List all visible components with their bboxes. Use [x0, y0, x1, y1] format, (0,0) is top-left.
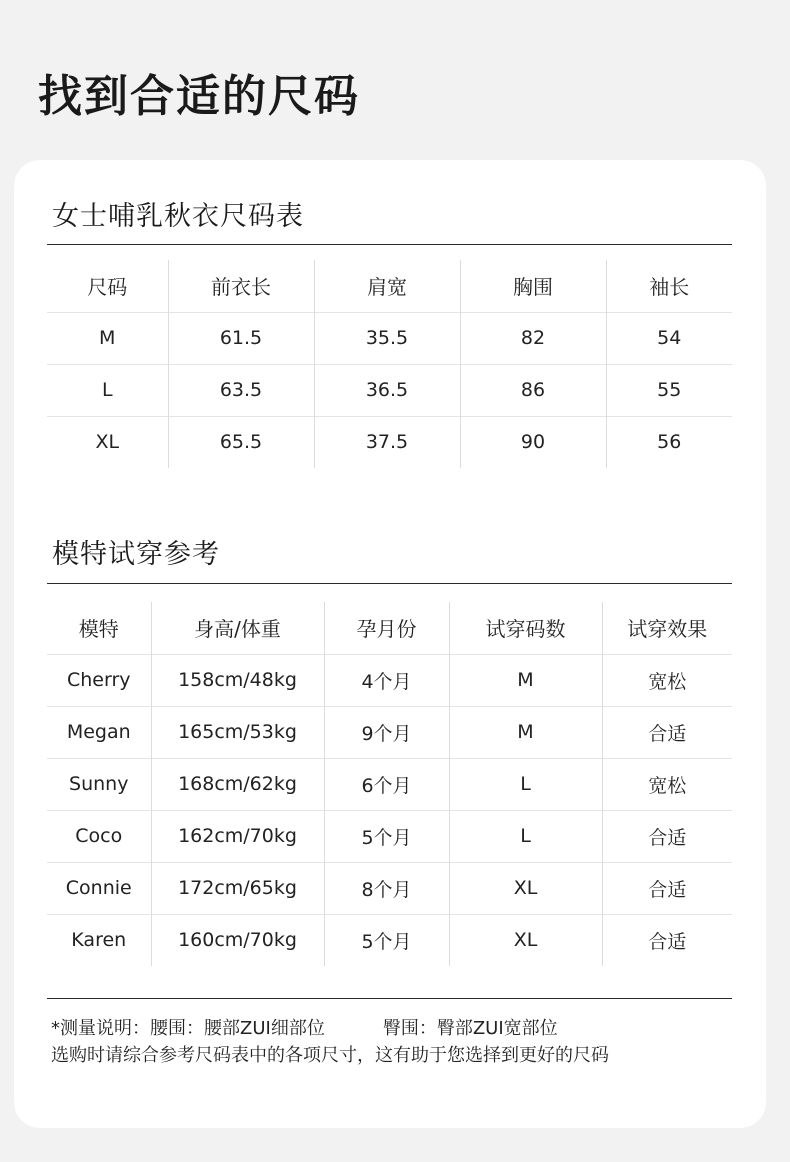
measurement-notes	[51, 1015, 741, 1069]
sleeve-length-cell: 54	[606, 312, 732, 364]
model-name-cell: Coco	[47, 810, 151, 862]
height-weight-cell: 168cm/62kg	[151, 758, 324, 810]
size-table-header: 袖长	[606, 260, 732, 312]
model-table-row	[47, 654, 732, 706]
bust-cell: 86	[460, 364, 606, 416]
height-weight-cell: 160cm/70kg	[151, 914, 324, 966]
pregnancy-month-cell: 8个月	[324, 862, 449, 914]
fit-effect-cell: 宽松	[602, 654, 732, 706]
size-table-row	[47, 312, 732, 364]
pregnancy-month-cell: 6个月	[324, 758, 449, 810]
fit-effect-cell: 合适	[602, 706, 732, 758]
size-table-header: 胸围	[460, 260, 606, 312]
tried-size-cell: M	[449, 654, 602, 706]
model-table-row	[47, 862, 732, 914]
model-table	[47, 602, 732, 966]
pregnancy-month-cell: 5个月	[324, 914, 449, 966]
fit-effect-cell: 合适	[602, 862, 732, 914]
tried-size-cell: L	[449, 810, 602, 862]
model-name-cell: Connie	[47, 862, 151, 914]
model-name-cell: Sunny	[47, 758, 151, 810]
front-length-cell: 63.5	[168, 364, 314, 416]
size-table-header: 肩宽	[314, 260, 460, 312]
height-weight-cell: 158cm/48kg	[151, 654, 324, 706]
model-table-header-row	[47, 602, 732, 654]
fit-effect-cell: 宽松	[602, 758, 732, 810]
pregnancy-month-cell: 9个月	[324, 706, 449, 758]
size-table-header: 尺码	[87, 275, 128, 300]
model-name-cell: Karen	[47, 914, 151, 966]
notes-line-2: 选购时请综合参考尺码表中的各项尺寸，这有助于您选择到更好的尺码	[51, 1045, 609, 1066]
shoulder-width-cell: 37.5	[314, 416, 460, 468]
tried-size-cell: L	[449, 758, 602, 810]
size-cell: M	[47, 312, 168, 364]
tried-size-cell: XL	[449, 914, 602, 966]
fit-effect-cell: 合适	[602, 810, 732, 862]
size-table-title: 女士哺乳秋衣尺码表	[52, 201, 304, 232]
height-weight-cell: 162cm/70kg	[151, 810, 324, 862]
model-table-header: 试穿效果	[602, 602, 732, 654]
fit-effect-cell: 合适	[602, 914, 732, 966]
tried-size-cell: M	[449, 706, 602, 758]
front-length-cell: 61.5	[168, 312, 314, 364]
notes-line-1	[51, 1015, 741, 1042]
height-weight-cell: 165cm/53kg	[151, 706, 324, 758]
bust-cell: 90	[460, 416, 606, 468]
model-table-header: 模特	[78, 617, 119, 642]
hip-note: 臀围：臀部ZUI宽部位	[382, 1018, 558, 1039]
shoulder-width-cell: 36.5	[314, 364, 460, 416]
size-table-header-row	[47, 260, 732, 312]
tried-size-cell: XL	[449, 862, 602, 914]
sleeve-length-cell: 55	[606, 364, 732, 416]
model-name-cell: Megan	[47, 706, 151, 758]
height-weight-cell: 172cm/65kg	[151, 862, 324, 914]
pregnancy-month-cell: 5个月	[324, 810, 449, 862]
model-table-row	[47, 758, 732, 810]
size-cell: L	[47, 364, 168, 416]
size-table-row	[47, 416, 732, 468]
model-table-row	[47, 914, 732, 966]
shoulder-width-cell: 35.5	[314, 312, 460, 364]
size-cell: XL	[47, 416, 168, 468]
pregnancy-month-cell: 4个月	[324, 654, 449, 706]
size-table	[47, 260, 732, 468]
model-table-divider	[47, 583, 732, 584]
model-table-title: 模特试穿参考	[52, 539, 220, 570]
model-table-row	[47, 706, 732, 758]
size-table-divider	[47, 244, 732, 245]
model-table-row	[47, 810, 732, 862]
model-table-header: 身高/体重	[151, 602, 324, 654]
notes-divider	[47, 998, 732, 999]
page-title: 找到合适的尺码	[38, 71, 360, 122]
size-table-row	[47, 364, 732, 416]
size-table-header: 前衣长	[168, 260, 314, 312]
front-length-cell: 65.5	[168, 416, 314, 468]
size-guide-card	[14, 160, 766, 1128]
model-name-cell: Cherry	[47, 654, 151, 706]
model-table-header: 试穿码数	[449, 602, 602, 654]
waist-note: *测量说明：腰围：腰部ZUI细部位	[51, 1018, 325, 1039]
model-table-header: 孕月份	[324, 602, 449, 654]
sleeve-length-cell: 56	[606, 416, 732, 468]
bust-cell: 82	[460, 312, 606, 364]
